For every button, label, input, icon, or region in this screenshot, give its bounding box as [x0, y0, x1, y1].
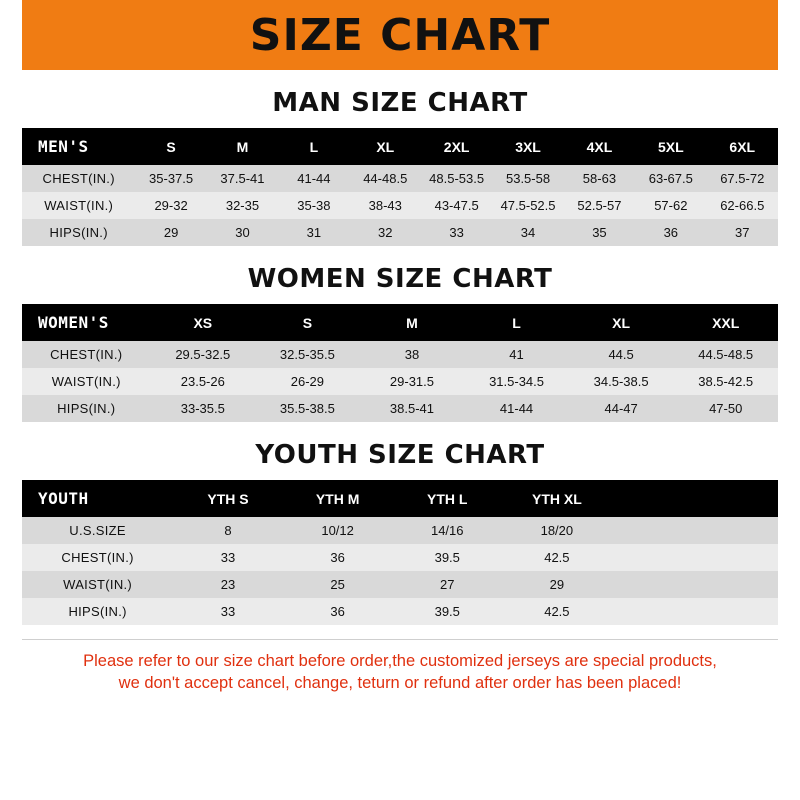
- table-cell: 23.5-26: [151, 368, 256, 395]
- men-col-header: 2XL: [421, 128, 492, 165]
- women-col-header: XXL: [673, 304, 778, 341]
- chart-content: [0, 88, 800, 625]
- men-col-header: L: [278, 128, 349, 165]
- table-row: [22, 544, 778, 571]
- women-table-body: [22, 341, 778, 422]
- youth-table-head: [22, 480, 778, 517]
- table-cell: 29: [135, 219, 206, 246]
- women-row-label: CHEST(IN.): [22, 341, 151, 368]
- youth-row-label: WAIST(IN.): [22, 571, 173, 598]
- page-banner: [0, 0, 800, 70]
- women-col-header: L: [464, 304, 569, 341]
- table-cell: 47.5-52.5: [492, 192, 563, 219]
- table-cell: 38.5-41: [360, 395, 465, 422]
- order-policy-note-line-2: we don't accept cancel, change, teturn or refund after order has been placed!: [118, 674, 682, 693]
- men-row-label: CHEST(IN.): [22, 165, 135, 192]
- table-cell: 53.5-58: [492, 165, 563, 192]
- order-policy-note-line-1: Please refer to our size chart before order,the customized jerseys are special products,: [83, 652, 717, 670]
- women-section-title: WOMEN SIZE CHART: [247, 264, 553, 294]
- table-cell: 35.5-38.5: [255, 395, 360, 422]
- table-cell: 29-31.5: [360, 368, 465, 395]
- table-cell: 27: [392, 571, 502, 598]
- youth-section-title: YOUTH SIZE CHART: [255, 440, 545, 470]
- table-cell: [612, 598, 778, 625]
- table-cell: 44-47: [569, 395, 674, 422]
- table-cell: 38-43: [350, 192, 421, 219]
- table-cell: 44-48.5: [350, 165, 421, 192]
- table-cell: 35: [564, 219, 635, 246]
- table-cell: 32-35: [207, 192, 278, 219]
- youth-size-table: [22, 480, 778, 625]
- table-row: [22, 395, 778, 422]
- table-cell: 38: [360, 341, 465, 368]
- men-col-header: 3XL: [492, 128, 563, 165]
- table-row: [22, 165, 778, 192]
- table-cell: 8: [173, 517, 283, 544]
- table-cell: 41-44: [464, 395, 569, 422]
- men-col-header: XL: [350, 128, 421, 165]
- table-cell: 33: [173, 544, 283, 571]
- table-row: [22, 341, 778, 368]
- table-cell: 14/16: [392, 517, 502, 544]
- table-cell: 62-66.5: [707, 192, 778, 219]
- women-col-header: S: [255, 304, 360, 341]
- table-row: [22, 192, 778, 219]
- men-col-header: 4XL: [564, 128, 635, 165]
- youth-col-header: YTH XL: [502, 480, 612, 517]
- table-row: [22, 571, 778, 598]
- table-cell: 33: [421, 219, 492, 246]
- table-cell: [612, 571, 778, 598]
- men-col-header: M: [207, 128, 278, 165]
- table-cell: [612, 544, 778, 571]
- women-col-header: M: [360, 304, 465, 341]
- table-row: [22, 517, 778, 544]
- women-col-header: XS: [151, 304, 256, 341]
- men-col-header: S: [135, 128, 206, 165]
- table-header-row: [22, 128, 778, 165]
- table-cell: 44.5-48.5: [673, 341, 778, 368]
- table-cell: 47-50: [673, 395, 778, 422]
- table-cell: 10/12: [283, 517, 393, 544]
- youth-col-header-empty: [612, 480, 778, 517]
- table-cell: 35-38: [278, 192, 349, 219]
- women-size-table: [22, 304, 778, 422]
- men-row-label: HIPS(IN.): [22, 219, 135, 246]
- men-col-header: 5XL: [635, 128, 706, 165]
- table-cell: 44.5: [569, 341, 674, 368]
- table-cell: 30: [207, 219, 278, 246]
- table-row: [22, 368, 778, 395]
- table-cell: 42.5: [502, 544, 612, 571]
- youth-col-header: YTH S: [173, 480, 283, 517]
- table-cell: 41: [464, 341, 569, 368]
- table-cell: 29: [502, 571, 612, 598]
- youth-row-label: CHEST(IN.): [22, 544, 173, 571]
- table-cell: 29.5-32.5: [151, 341, 256, 368]
- order-policy-note: [22, 639, 778, 695]
- table-cell: 39.5: [392, 598, 502, 625]
- men-table-body: [22, 165, 778, 246]
- table-cell: 38.5-42.5: [673, 368, 778, 395]
- youth-row-label-header: YOUTH: [22, 480, 173, 517]
- women-row-label: WAIST(IN.): [22, 368, 151, 395]
- table-cell: [612, 517, 778, 544]
- table-cell: 58-63: [564, 165, 635, 192]
- men-table-head: [22, 128, 778, 165]
- table-row: [22, 219, 778, 246]
- table-cell: 18/20: [502, 517, 612, 544]
- women-col-header: XL: [569, 304, 674, 341]
- table-cell: 33-35.5: [151, 395, 256, 422]
- women-row-label: HIPS(IN.): [22, 395, 151, 422]
- table-header-row: [22, 480, 778, 517]
- table-cell: 37: [707, 219, 778, 246]
- table-cell: 63-67.5: [635, 165, 706, 192]
- men-section-title: MAN SIZE CHART: [272, 88, 528, 118]
- table-cell: 29-32: [135, 192, 206, 219]
- youth-table-body: [22, 517, 778, 625]
- table-cell: 67.5-72: [707, 165, 778, 192]
- women-table-head: [22, 304, 778, 341]
- youth-row-label: HIPS(IN.): [22, 598, 173, 625]
- men-row-label: WAIST(IN.): [22, 192, 135, 219]
- women-row-label-header: WOMEN'S: [22, 304, 151, 341]
- table-cell: 42.5: [502, 598, 612, 625]
- table-cell: 36: [635, 219, 706, 246]
- table-row: [22, 598, 778, 625]
- table-cell: 34.5-38.5: [569, 368, 674, 395]
- youth-col-header: YTH M: [283, 480, 393, 517]
- table-cell: 26-29: [255, 368, 360, 395]
- table-cell: 32: [350, 219, 421, 246]
- table-cell: 33: [173, 598, 283, 625]
- men-row-label-header: MEN'S: [22, 128, 135, 165]
- men-size-table: [22, 128, 778, 246]
- page-title: SIZE CHART: [249, 9, 551, 61]
- youth-row-label: U.S.SIZE: [22, 517, 173, 544]
- table-cell: 39.5: [392, 544, 502, 571]
- table-cell: 31.5-34.5: [464, 368, 569, 395]
- table-cell: 43-47.5: [421, 192, 492, 219]
- table-cell: 36: [283, 544, 393, 571]
- table-cell: 41-44: [278, 165, 349, 192]
- table-cell: 35-37.5: [135, 165, 206, 192]
- table-cell: 25: [283, 571, 393, 598]
- table-cell: 32.5-35.5: [255, 341, 360, 368]
- youth-col-header: YTH L: [392, 480, 502, 517]
- table-cell: 23: [173, 571, 283, 598]
- men-col-header: 6XL: [707, 128, 778, 165]
- table-header-row: [22, 304, 778, 341]
- table-cell: 57-62: [635, 192, 706, 219]
- table-cell: 52.5-57: [564, 192, 635, 219]
- table-cell: 37.5-41: [207, 165, 278, 192]
- table-cell: 48.5-53.5: [421, 165, 492, 192]
- table-cell: 31: [278, 219, 349, 246]
- table-cell: 34: [492, 219, 563, 246]
- table-cell: 36: [283, 598, 393, 625]
